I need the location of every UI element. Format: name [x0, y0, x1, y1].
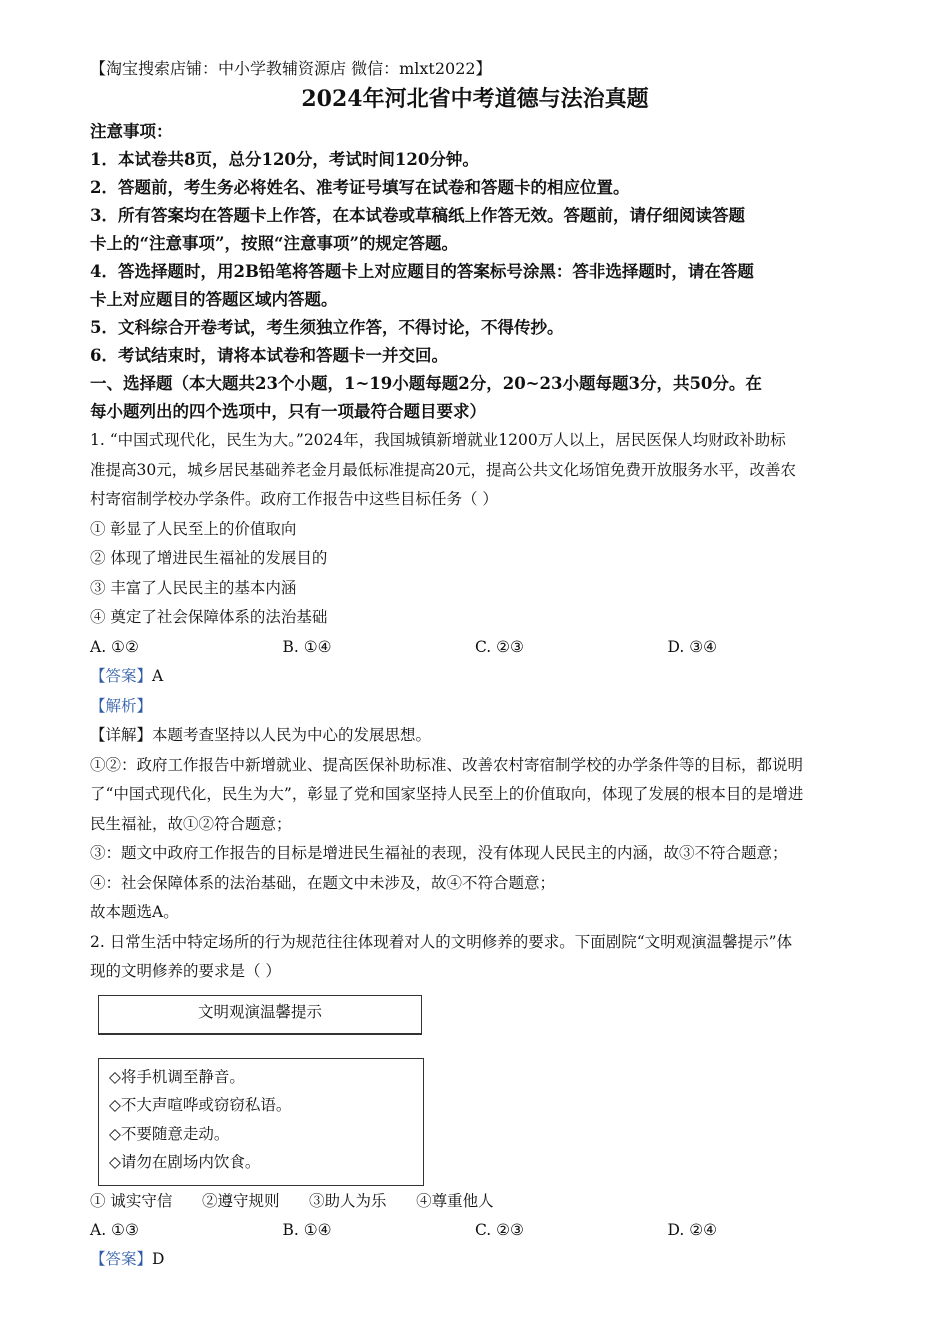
explanation-line: ①②：政府工作报告中新增就业、提高医保补助标准、改善农村寄宿制学校的办学条件等的目标，都说明: [90, 755, 804, 774]
notice-box-title: 文明观演温馨提示: [98, 995, 422, 1035]
notice-item: 4．答选择题时，用2B铅笔将答题卡上对应题目的答案标号涂黑：答非选择题时，请在答题: [90, 262, 754, 281]
answer-tag: 【答案】: [90, 667, 153, 685]
statement: ③ 丰富了人民民主的基本内涵: [90, 578, 297, 597]
explanation-line: 了“中国式现代化，民生为大”，彰显了党和国家坚持人民至上的价值取向，体现了发展的根本目的是增进: [90, 785, 804, 803]
notice-box-item: ◇请勿在剧场内饮食。: [109, 1153, 261, 1171]
detail-tag: 【详解】: [90, 726, 153, 744]
answer-line: [90, 662, 860, 692]
analysis-tag: 【解析】: [90, 696, 153, 715]
notice-item: 5．文科综合开卷考试，考生须独立作答，不得讨论，不得传抄。: [90, 318, 564, 337]
answer-value: D: [152, 1250, 165, 1268]
explanation-line: 民生福祉，故①②符合题意；: [90, 814, 292, 833]
option-d: D. ②④: [667, 1220, 718, 1239]
exam-page: [90, 56, 860, 1275]
notice-heading: 注意事项：: [90, 122, 173, 141]
statement: ② 体现了增进民生福祉的发展目的: [90, 549, 328, 567]
page-title: 2024年河北省中考道德与法治真题: [301, 86, 649, 112]
option-a: A. ①②: [90, 637, 139, 656]
answer-options: [90, 633, 860, 663]
notice-item: 6．考试结束时，请将本试卷和答题卡一并交回。: [90, 346, 448, 365]
answer-value: A: [152, 667, 164, 685]
explanation-line: 故本题选A。: [90, 903, 179, 921]
option-c: C. ②③: [475, 1220, 524, 1239]
option-c: C. ②③: [475, 637, 524, 656]
question-stem: 准提高30元，城乡居民基础养老金月最低标准提高20元，提高公共文化场馆免费开放服务水平，改善农: [90, 460, 796, 479]
notice-box-item: ◇将手机调至静音。: [109, 1067, 245, 1086]
option-b: B. ①④: [282, 1220, 332, 1239]
question-1: [90, 426, 860, 928]
answer-tag: 【答案】: [90, 1250, 153, 1268]
statement: ④ 奠定了社会保障体系的法治基础: [90, 608, 328, 626]
statement-choices: ① 诚实守信 ②遵守规则 ③助人为乐 ④尊重他人: [90, 1191, 494, 1210]
section-heading: 一、选择题（本大题共23个小题，1~19小题每题2分，20~23小题每题3分，共50分。在: [90, 374, 762, 393]
notice-box-item: ◇不要随意走动。: [109, 1124, 230, 1143]
notice-item: 卡上对应题目的答题区域内答题。: [90, 290, 338, 309]
option-b: B. ①④: [282, 637, 332, 656]
answer-options: [90, 1216, 860, 1246]
statement: ① 彰显了人民至上的价值取向: [90, 519, 297, 538]
section-heading: 每小题列出的四个选项中，只有一项最符合题目要求）: [90, 402, 486, 421]
question-stem: 村寄宿制学校办学条件。政府工作报告中这些目标任务（ ）: [90, 490, 498, 508]
shop-notice: 【淘宝搜索店铺：中小学教辅资源店 微信：mlxt2022】: [90, 59, 492, 78]
notice-box-item: ◇不大声喧哗或窃窃私语。: [109, 1096, 292, 1114]
explanation-line: ③：题文中政府工作报告的目标是增进民生福祉的表现，没有体现人民民主的内涵，故③不符合题意；: [90, 844, 788, 862]
question-stem: 2. 日常生活中特定场所的行为规范往往体现着对人的文明修养的要求。下面剧院“文明观演温馨提示”体: [90, 932, 793, 951]
detail-line: [90, 721, 860, 751]
notice-item: 3．所有答案均在答题卡上作答，在本试卷或草稿纸上作答无效。答题前，请仔细阅读答题: [90, 206, 745, 225]
option-d: D. ③④: [667, 637, 718, 656]
notice-item: 2．答题前，考生务必将姓名、准考证号填写在试卷和答题卡的相应位置。: [90, 178, 630, 197]
question-stem: 1. “中国式现代化，民生为大。”2024年，我国城镇新增就业1200万人以上，居民医保人均财政补助标: [90, 431, 786, 449]
detail-text: 本题考查坚持以人民为中心的发展思想。: [152, 726, 432, 744]
question-2: [90, 928, 860, 1275]
question-stem: 现的文明修养的要求是（ ）: [90, 962, 281, 980]
notice-list: [90, 146, 860, 370]
answer-line: [90, 1245, 860, 1275]
explanation-line: ④：社会保障体系的法治基础，在题文中未涉及，故④不符合题意；: [90, 873, 556, 892]
notice-box-content: [98, 1058, 424, 1186]
option-a: A. ①③: [90, 1220, 139, 1239]
notice-item: 卡上的“注意事项”，按照“注意事项”的规定答题。: [90, 234, 458, 253]
notice-item: 1．本试卷共8页，总分120分，考试时间120分钟。: [90, 150, 479, 169]
